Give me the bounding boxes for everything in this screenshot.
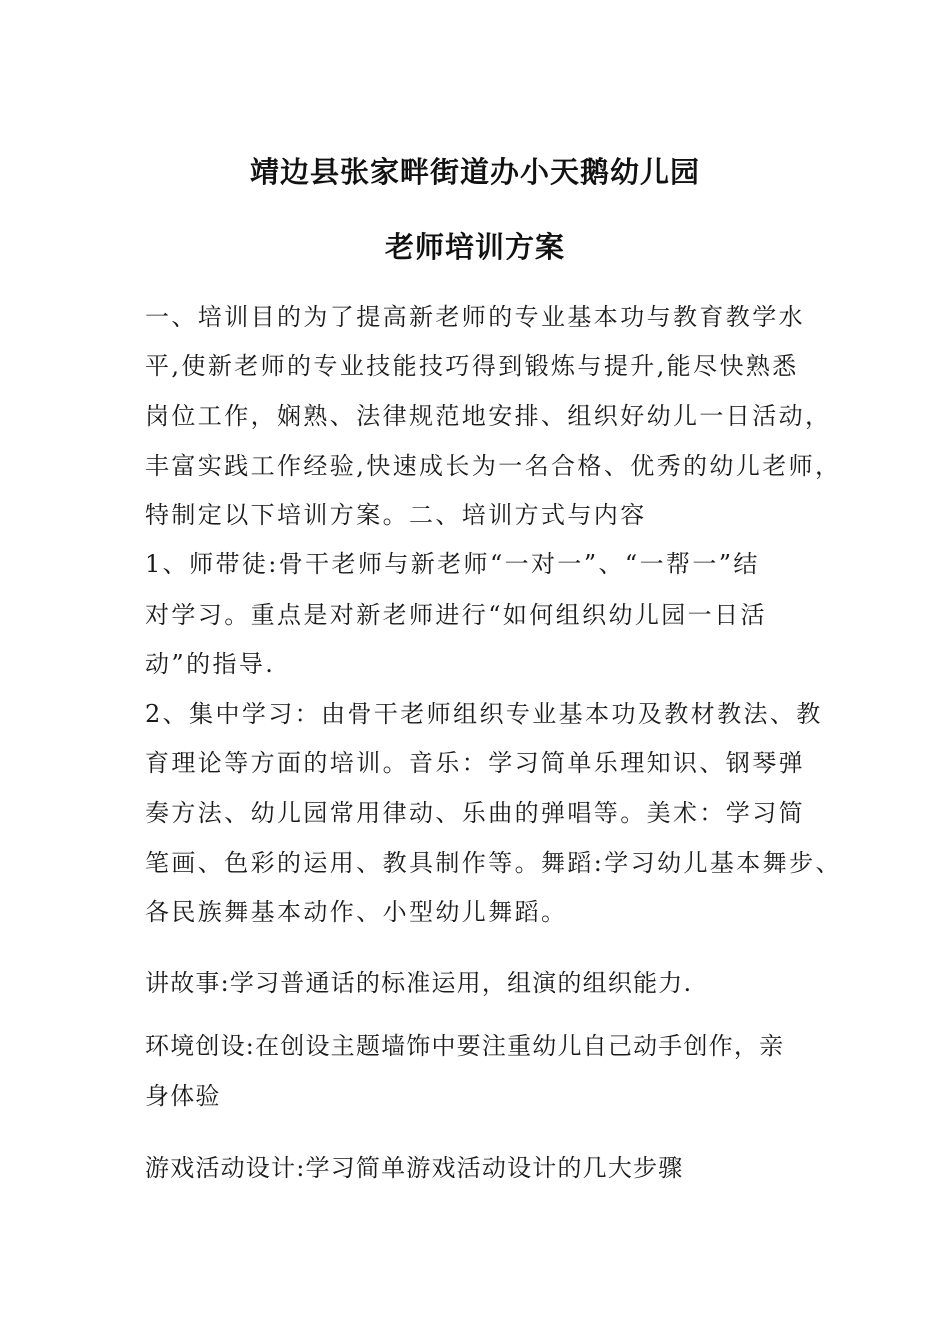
body-line: 平,使新老师的专业技能技巧得到锻炼与提升,能尽快熟悉 xyxy=(145,352,799,380)
body-line: 对学习。重点是对新老师进行“如何组织幼儿园一日活 xyxy=(145,601,767,629)
body-line: 各民族舞基本动作、小型幼儿舞蹈。 xyxy=(145,898,568,926)
body-line: 环境创设:在创设主题墙饰中要注重幼儿自己动手创作，亲 xyxy=(145,1032,785,1060)
body-line: 育理论等方面的培训。音乐：学习简单乐理知识、钢琴弹 xyxy=(145,749,805,777)
document-title: 靖边县张家畔街道办小天鹅幼儿园 xyxy=(249,155,700,189)
body-line: 笔画、色彩的运用、教具制作等。舞蹈:学习幼儿基本舞步、 xyxy=(145,849,842,877)
body-line: 特制定以下培训方案。二、培训方式与内容 xyxy=(145,501,647,529)
body-line: 身体验 xyxy=(145,1082,221,1110)
body-line: 游戏活动设计:学习简单游戏活动设计的几大步骤 xyxy=(145,1154,684,1182)
body-line: 1、师带徒:骨干老师与新老师“一对一”、“一帮一”结 xyxy=(145,550,760,578)
body-line: 讲故事:学习普通话的标准运用，组演的组织能力. xyxy=(145,969,693,997)
body-line: 一、培训目的为了提高新老师的专业基本功与教育教学水 xyxy=(145,303,805,331)
body-line: 丰富实践工作经验,快速成长为一名合格、优秀的幼儿老师， xyxy=(145,452,842,480)
body-line: 岗位工作，娴熟、法律规范地安排、组织好幼儿一日活动， xyxy=(145,402,832,430)
document-subtitle: 老师培训方案 xyxy=(384,230,565,264)
body-line: 奏方法、幼儿园常用律动、乐曲的弹唱等。美术：学习简 xyxy=(145,799,805,827)
body-line: 动”的指导. xyxy=(145,650,276,678)
body-line: 2、集中学习：由骨干老师组织专业基本功及教材教法、教 xyxy=(145,700,823,728)
